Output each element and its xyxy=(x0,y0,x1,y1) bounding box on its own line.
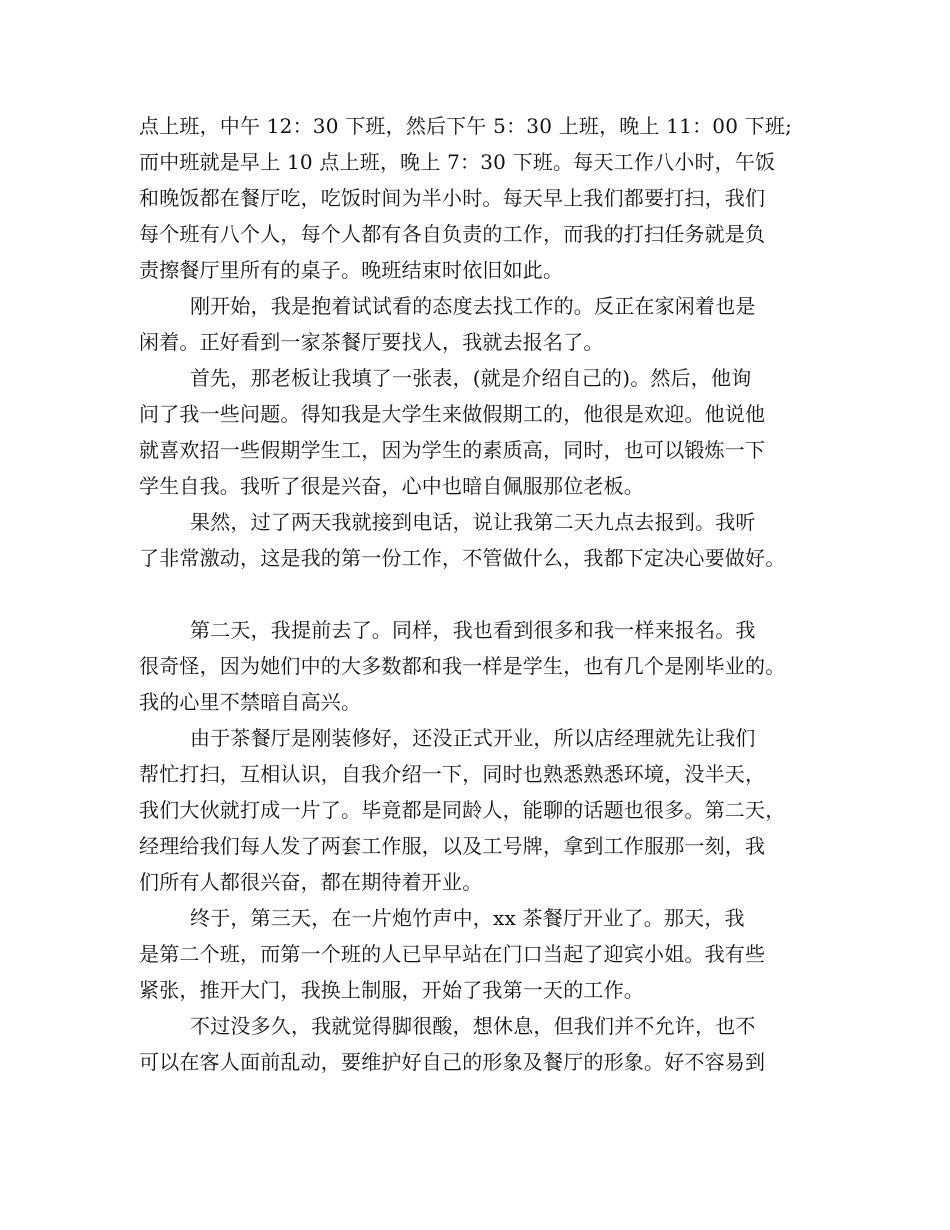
paragraph-first-line: 第二天，我提前去了。同样，我也看到很多和我一样来报名。我 xyxy=(190,618,756,642)
text-line: 每个班有八个人，每个人都有各自负责的工作，而我的打扫任务就是负 xyxy=(139,222,766,246)
text-line: 和晚饭都在餐厅吃，吃饭时间为半小时。每天早上我们都要打扫，我们 xyxy=(139,186,766,210)
text-line: 帮忙打扫，互相认识，自我介绍一下，同时也熟悉熟悉环境，没半天， xyxy=(139,762,766,786)
text-line: 经理给我们每人发了两套工作服，以及工号牌，拿到工作服那一刻，我 xyxy=(139,834,766,858)
text-line: 很奇怪，因为她们中的大多数都和我一样是学生，也有几个是刚毕业的。 xyxy=(139,654,786,678)
text-line: 紧张，推开大门，我换上制服，开始了我第一天的工作。 xyxy=(139,978,644,1002)
paragraph-first-line: 首先，那老板让我填了一张表，(就是介绍自己的)。然后，他询 xyxy=(190,366,752,390)
text-line: 我的心里不禁暗自高兴。 xyxy=(139,690,362,714)
text-line: 我们大伙就打成一片了。毕竟都是同龄人，能聊的话题也很多。第二天， xyxy=(139,798,786,822)
paragraph-first-line: 刚开始，我是抱着试试看的态度去找工作的。反正在家闲着也是 xyxy=(190,294,756,318)
text-line: 点上班，中午 12：30 下班，然后下午 5：30 上班，晚上 11：00 下班; xyxy=(139,114,793,138)
paragraph-first-line: 不过没多久，我就觉得脚很酸，想休息，但我们并不允许，也不 xyxy=(190,1014,756,1038)
text-line: 可以在客人面前乱动，要维护好自己的形象及餐厅的形象。好不容易到 xyxy=(139,1050,766,1074)
text-line: 了非常激动，这是我的第一份工作，不管做什么，我都下定决心要做好。 xyxy=(139,546,786,570)
text-line: 就喜欢招一些假期学生工，因为学生的素质高，同时，也可以锻炼一下 xyxy=(139,438,766,462)
text-line: 学生自我。我听了很是兴奋，心中也暗自佩服那位老板。 xyxy=(139,474,644,498)
paragraph-first-line: 终于，第三天，在一片炮竹声中，xx 茶餐厅开业了。那天，我 xyxy=(190,906,745,930)
text-line: 问了我一些问题。得知我是大学生来做假期工的，他很是欢迎。他说他 xyxy=(139,402,766,426)
text-line: 是第二个班，而第一个班的人已早早站在门口当起了迎宾小姐。我有些 xyxy=(139,942,766,966)
text-line: 而中班就是早上 10 点上班，晚上 7：30 下班。每天工作八小时，午饭 xyxy=(139,150,776,174)
paragraph-first-line: 果然，过了两天我就接到电话，说让我第二天九点去报到。我听 xyxy=(190,510,756,534)
paragraph-first-line: 由于茶餐厅是刚装修好，还没正式开业，所以店经理就先让我们 xyxy=(190,726,756,750)
text-line: 们所有人都很兴奋，都在期待着开业。 xyxy=(139,870,483,894)
text-line: 责擦餐厅里所有的桌子。晚班结束时依旧如此。 xyxy=(139,258,564,282)
text-line: 闲着。正好看到一家茶餐厅要找人，我就去报名了。 xyxy=(139,330,604,354)
